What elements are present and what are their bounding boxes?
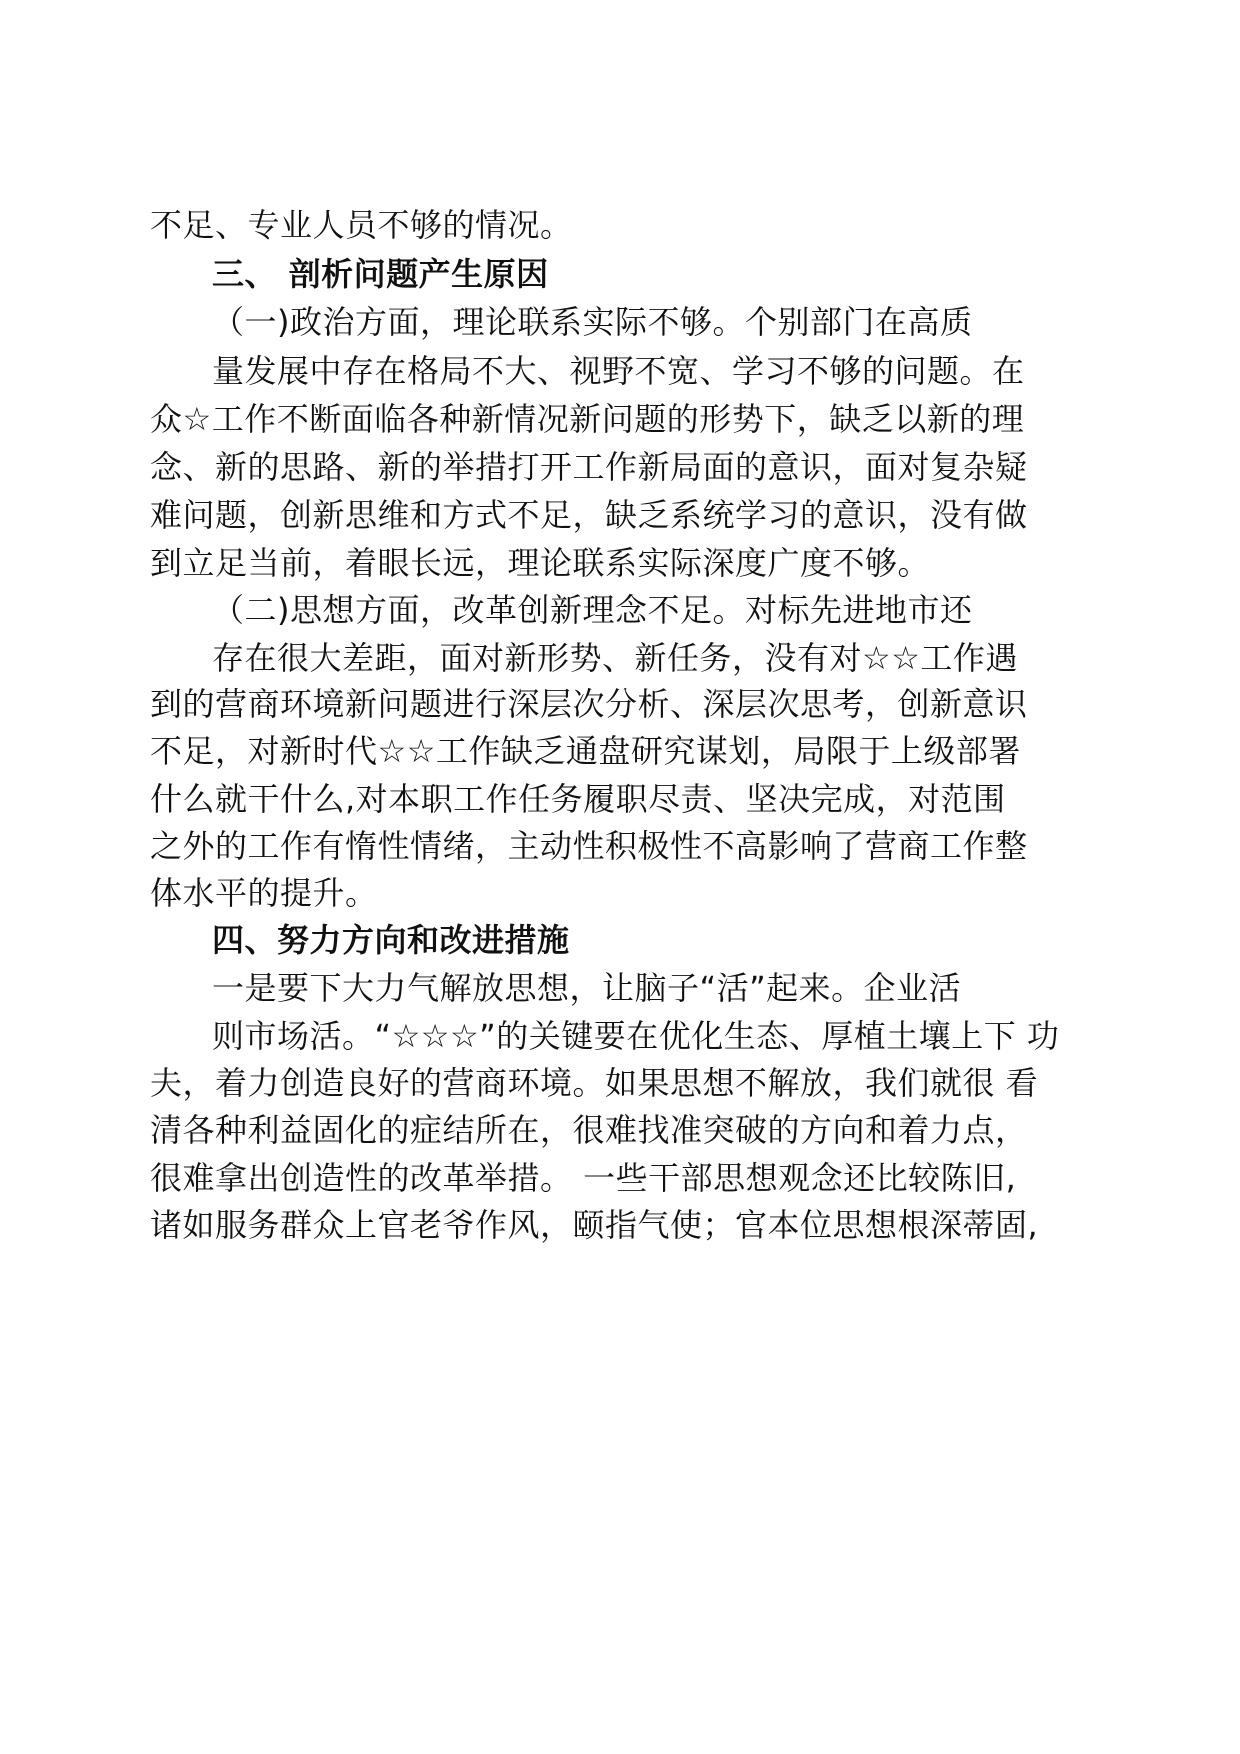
paragraph-line: 体水平的提升。 bbox=[150, 874, 378, 912]
paragraph-line: 念、新的思路、新的举措打开工作新局面的意识，面对复杂疑 bbox=[150, 448, 1028, 486]
section-3-heading: 三、 剖析问题产生原因 bbox=[212, 255, 549, 293]
paragraph-line: 清各种利益固化的症结所在，很难找准突破的方向和着力点， bbox=[150, 1111, 1028, 1149]
section-4-item-1-title: 一是要下大力气解放思想，让脑子“活”起来。企业活 bbox=[212, 969, 962, 1007]
paragraph-line: 则市场活。“☆☆☆”的关键要在优化生态、厚植土壤上下 功 bbox=[212, 1017, 1060, 1055]
paragraph-line: 之外的工作有惰性情绪，主动性积极性不高影响了营商工作整 bbox=[150, 827, 1028, 865]
section-4-heading: 四、努力方向和改进措施 bbox=[212, 921, 570, 959]
paragraph-line: 什么就干什么,对本职工作任务履职尽责、坚决完成，对范围 bbox=[150, 780, 1006, 818]
section-3-sub-1-title: （一)政治方面，理论联系实际不够。个别部门在高质 bbox=[212, 303, 973, 341]
paragraph-line: 夫，着力创造良好的营商环境。如果思想不解放，我们就很 看 bbox=[150, 1064, 1039, 1102]
section-3-sub-2-title: （二)思想方面，改革创新理念不足。对标先进地市还 bbox=[212, 591, 973, 629]
paragraph-line: 很难拿出创造性的改革举措。 一些干部思想观念还比较陈旧, bbox=[150, 1159, 1017, 1197]
continuation-line: 不足、专业人员不够的情况。 bbox=[150, 206, 573, 244]
paragraph-line: 到的营商环境新问题进行深层次分析、深层次思考，创新意识 bbox=[150, 685, 1028, 723]
paragraph-line: 诸如服务群众上官老爷作风，颐指气使；官本位思想根深蒂固, bbox=[150, 1206, 1039, 1244]
paragraph-line: 众☆工作不断面临各种新情况新问题的形势下，缺乏以新的理 bbox=[150, 400, 1025, 438]
paragraph-line: 不足，对新时代☆☆工作缺乏通盘研究谋划，局限于上级部署 bbox=[150, 732, 1021, 770]
paragraph-line: 难问题，创新思维和方式不足，缺乏系统学习的意识，没有做 bbox=[150, 496, 1028, 534]
paragraph-line: 到立足当前，着眼长远，理论联系实际深度广度不够。 bbox=[150, 544, 931, 582]
paragraph-line: 量发展中存在格局不大、视野不宽、学习不够的问题。在 bbox=[212, 352, 1025, 390]
paragraph-line: 存在很大差距，面对新形势、新任务，没有对☆☆工作遇 bbox=[212, 639, 1018, 677]
